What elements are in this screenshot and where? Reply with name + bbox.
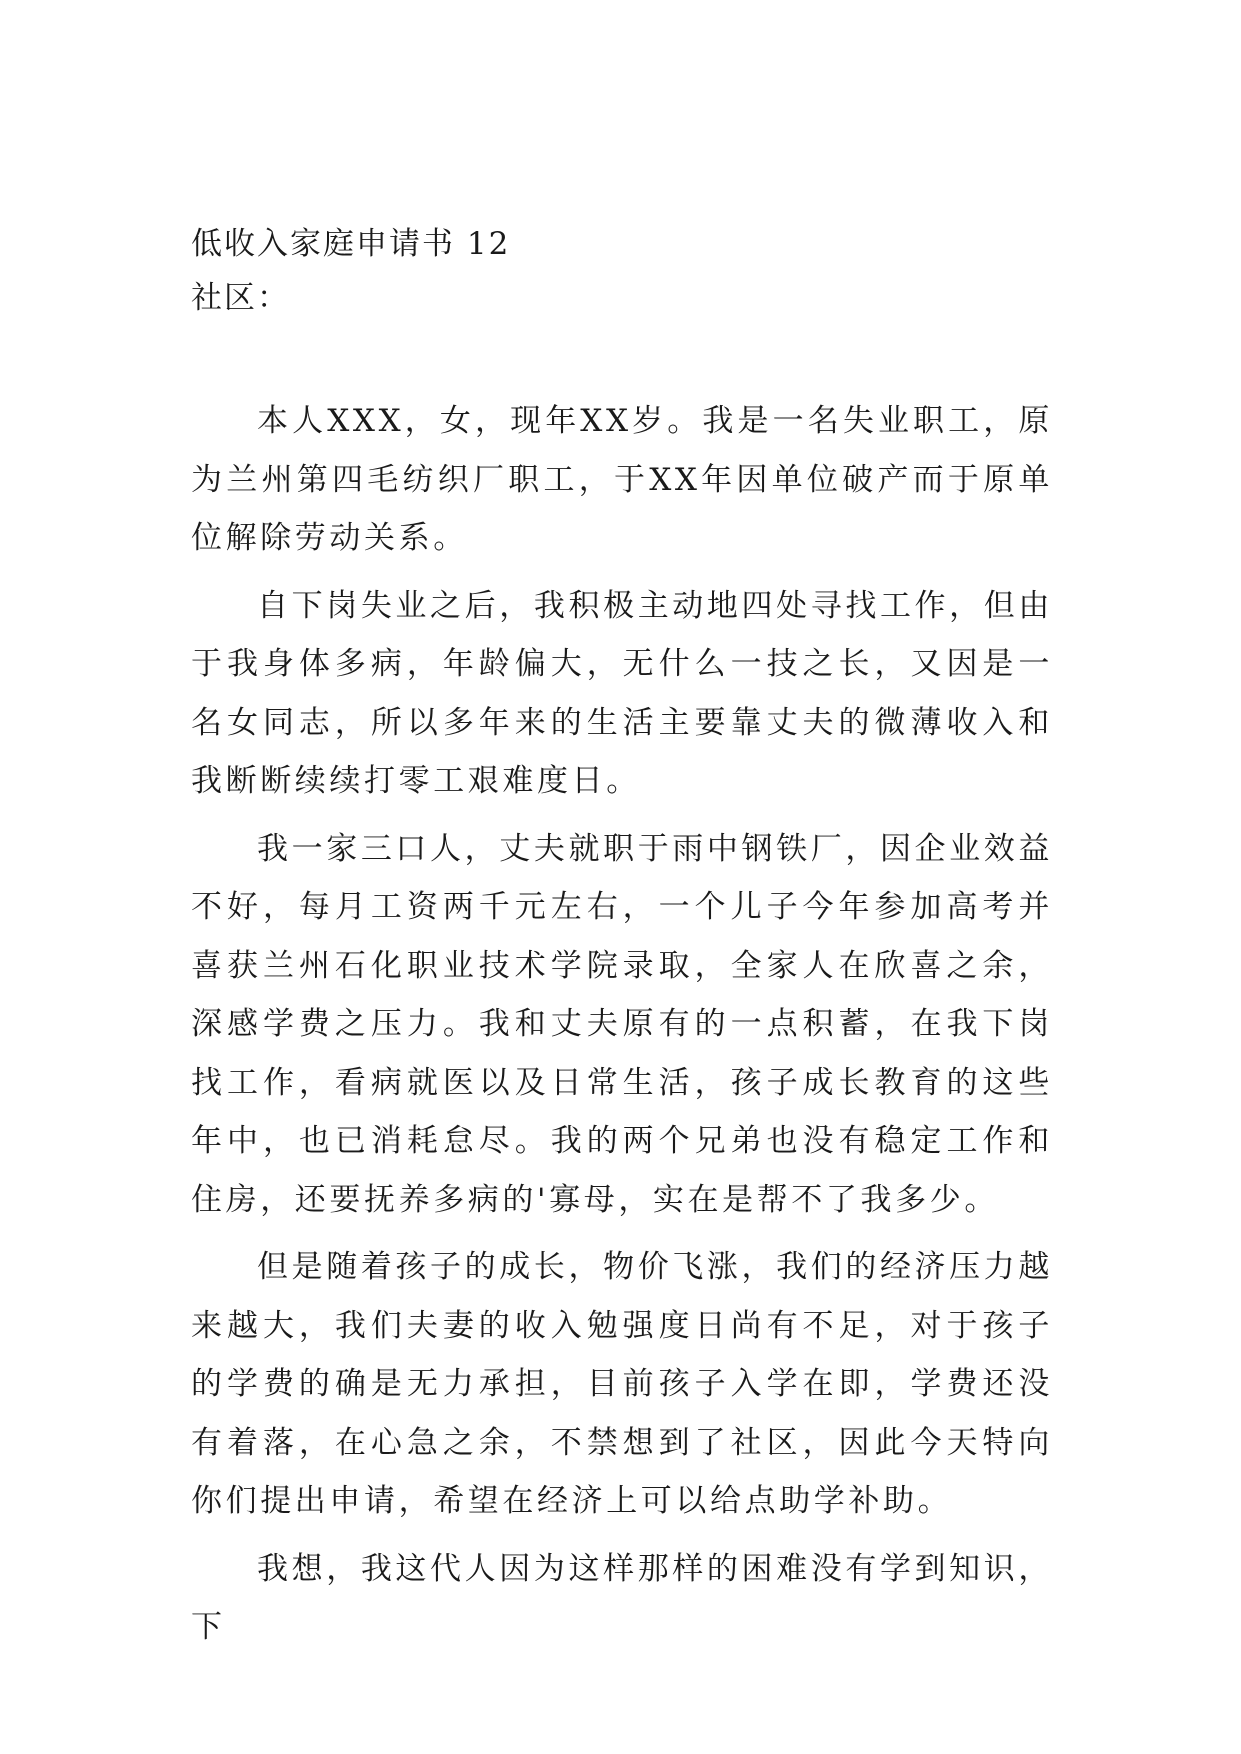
paragraph-4: 但是随着孩子的成长，物价飞涨，我们的经济压力越来越大，我们夫妻的收入勉强度日尚有不足，对于孩子的学费的确是无力承担，目前孩子入学在即，学费还没有着落，在心急之余，不禁想到了社区，因此今天特向你们提出申请，希望在经济上可以给点助学补助。 — [191, 1249, 1053, 1519]
paragraph-3: 我一家三口人，丈夫就职于雨中钢铁厂，因企业效益不好，每月工资两千元左右，一个儿子今年参加高考并喜获兰州石化职业技术学院录取，全家人在欣喜之余，深感学费之压力。我和丈夫原有的一点积蓄，在我下岗找工作，看病就医以及日常生活，孩子成长教育的这些年中，也已消耗怠尽。我的两个兄弟也没有稳定工作和住房，还要抚养多病的'寡母，实在是帮不了我多少。 — [191, 830, 1053, 1218]
document-body — [191, 392, 1053, 1666]
document-title: 低收入家庭申请书 12 — [191, 226, 511, 262]
paragraph-5: 我想，我这代人因为这样那样的困难没有学到知识，下 — [191, 1550, 1053, 1645]
paragraph-1: 本人XXX，女，现年XX岁。我是一名失业职工，原为兰州第四毛纺织厂职工，于XX年因单位破产而于原单位解除劳动关系。 — [191, 403, 1053, 556]
salutation: 社区： — [191, 280, 290, 316]
paragraph-2: 自下岗失业之后，我积极主动地四处寻找工作，但由于我身体多病，年龄偏大，无什么一技之长，又因是一名女同志，所以多年来的生活主要靠丈夫的微薄收入和我断断续续打零工艰难度日。 — [191, 587, 1053, 799]
